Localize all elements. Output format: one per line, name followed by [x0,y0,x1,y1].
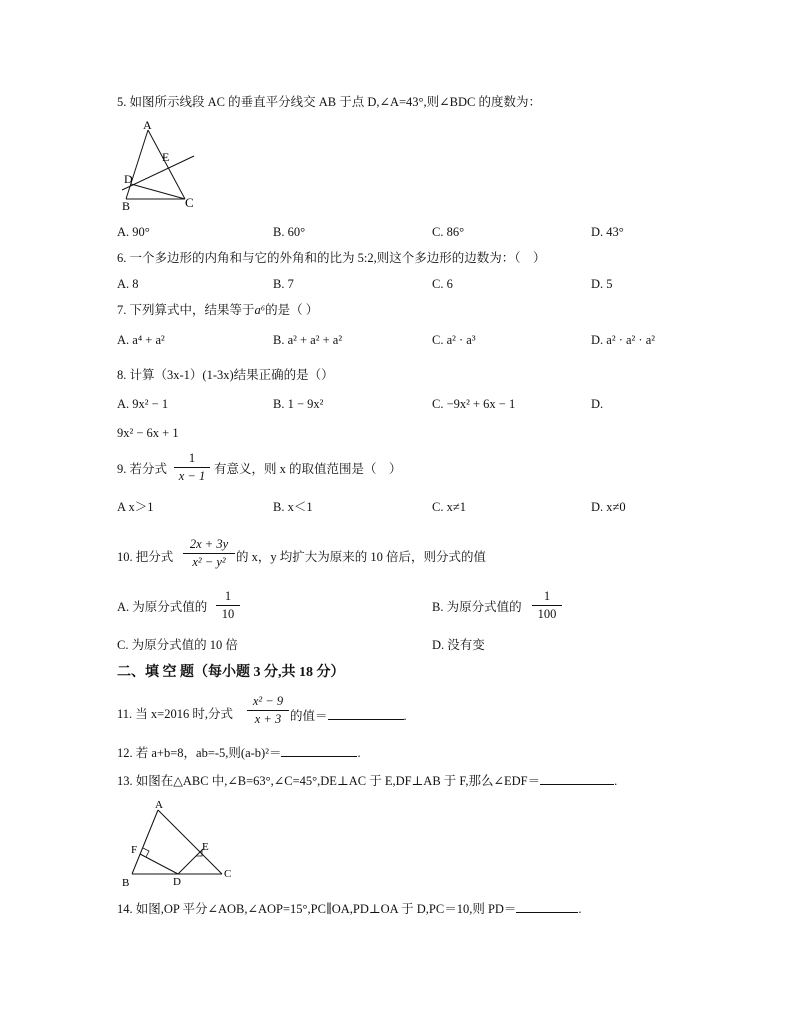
q13-label-b: B [122,877,130,889]
q9-option-d: D. x≠0 [591,500,626,514]
q11-stem-post: 的值＝ [290,709,328,723]
q10-stem-post: 的 x，y 均扩大为原来的 10 倍后，则分式的值 [236,550,487,564]
q10-option-a-text: A. 为原分式值的 [117,600,208,614]
q11-stem-pre: 11. 当 x=2016 时,分式 [117,707,233,721]
q10-opt-b-num: 1 [543,589,551,603]
q9-option-c: C. x≠1 [432,500,466,514]
q13-label-d: D [173,876,181,888]
q11-frac-num: x² − 9 [252,694,284,708]
q7-option-a: A. a⁴ + a² [117,333,165,347]
q13-stem: 13. 如图在△ABC 中,∠B=63°,∠C=45°,DE⊥AC 于 E,DF⊥AB 于 F,那么∠EDF＝ [117,774,541,788]
q14-stem: 14. 如图,OP 平分∠AOB,∠AOP=15°,PC∥OA,PD⊥OA 于 D,PC＝10,则 PD＝ [117,902,517,916]
q8-option-d: D. [591,397,604,411]
q5-option-b: B. 60° [273,225,306,239]
q7-option-b: B. a² + a² + a² [273,333,343,347]
q5-label-e: E [162,150,170,164]
q8-option-b: B. 1 − 9x² [273,397,324,411]
q10-option-b-fraction [532,590,562,620]
q9-stem-pre: 9. 若分式 [117,462,168,476]
q7-stem-post: 的是（ ） [265,303,319,317]
q12-stem: 12. 若 a+b=8，ab=-5,则(a-b)²＝ [117,746,282,760]
q5-option-d: D. 43° [591,225,624,239]
q13-answer-blank [540,773,614,785]
q10-frac-num: 2x + 3y [189,537,229,551]
q11-frac-den: x + 3 [254,711,282,726]
q6-stem: 6. 一个多边形的内角和与它的外角和的比为 5:2,则这个多边形的边数为：（ ） [117,251,546,265]
q9-stem-post: 有意义，则 x 的取值范围是（ ） [214,462,402,476]
q13-label-a: A [155,799,163,811]
q7-option-d: D. a² · a² · a² [591,333,655,347]
q13-triangle-figure [116,796,241,892]
q10-option-d: D. 没有变 [432,638,485,652]
q6-option-b: B. 7 [273,277,294,291]
q10-opt-a-num: 1 [224,589,232,603]
q13-line: 13. 如图在△ABC 中,∠B=63°,∠C=45°,DE⊥AC 于 E,DF⊥AB 于 F,那么∠EDF＝ . [117,774,618,788]
q14-answer-blank [516,901,578,913]
q6-option-d: D. 5 [591,277,613,291]
q10-option-c: C. 为原分式值的 10 倍 [117,638,238,652]
q13-label-f: F [131,844,138,856]
q10-stem-pre: 10. 把分式 [117,550,174,564]
q6-option-c: C. 6 [432,277,453,291]
q5-label-c: C [185,195,194,210]
q8-option-a: A. 9x² − 1 [117,397,169,411]
q5-option-c: C. 86° [432,225,465,239]
q9-frac-num: 1 [188,451,196,465]
q9-option-b: B. x＜1 [273,500,313,514]
q9-option-a: A x＞1 [117,500,154,514]
q9-frac-den: x − 1 [178,468,206,483]
q5-label-b: B [122,199,131,213]
q10-opt-b-den: 100 [537,606,557,621]
q5-label-d: D [124,172,133,186]
q10-opt-a-den: 10 [221,606,235,621]
q7-stem-math: a⁶ [254,303,266,317]
q6-option-a: A. 8 [117,277,139,291]
q10-option-b-text: B. 为原分式值的 [432,600,522,614]
q5-label-a: A [143,118,152,132]
q12-line: 12. 若 a+b=8，ab=-5,则(a-b)²＝ . [117,746,361,760]
q12-answer-blank [281,745,357,757]
q9-fraction [174,452,210,482]
q13-label-e: E [202,841,209,853]
q8-option-d-value: 9x² − 6x + 1 [117,426,179,440]
q13-label-c: C [224,868,232,880]
q10-frac-den: x² − y² [192,554,226,569]
q14-line: 14. 如图,OP 平分∠AOB,∠AOP=15°,PC∥OA,PD⊥OA 于 D,PC＝10,则 PD＝ . [117,902,582,916]
q5-triangle-figure [112,118,202,214]
q5-stem: 5. 如图所示线段 AC 的垂直平分线交 AB 于点 D,∠A=43°,则∠BDC 的度数为： [117,95,541,109]
q10-option-a-fraction [216,590,240,620]
q7-stem-pre: 7. 下列算式中，结果等于 [117,303,255,317]
q11-stem-post-wrap: 的值＝ . [290,709,407,723]
q11-answer-blank [328,708,404,720]
q10-fraction [183,538,235,568]
q5-option-a: A. 90° [117,225,150,239]
section-2-heading: 二、填 空 题（每小题 3 分,共 18 分） [117,665,345,680]
q7-option-c: C. a² · a³ [432,333,476,347]
q8-option-c: C. −9x² + 6x − 1 [432,397,516,411]
q8-stem: 8. 计算（3x-1）(1-3x)结果正确的是（） [117,368,334,382]
q7-stem [117,304,318,317]
q11-fraction [247,695,289,725]
